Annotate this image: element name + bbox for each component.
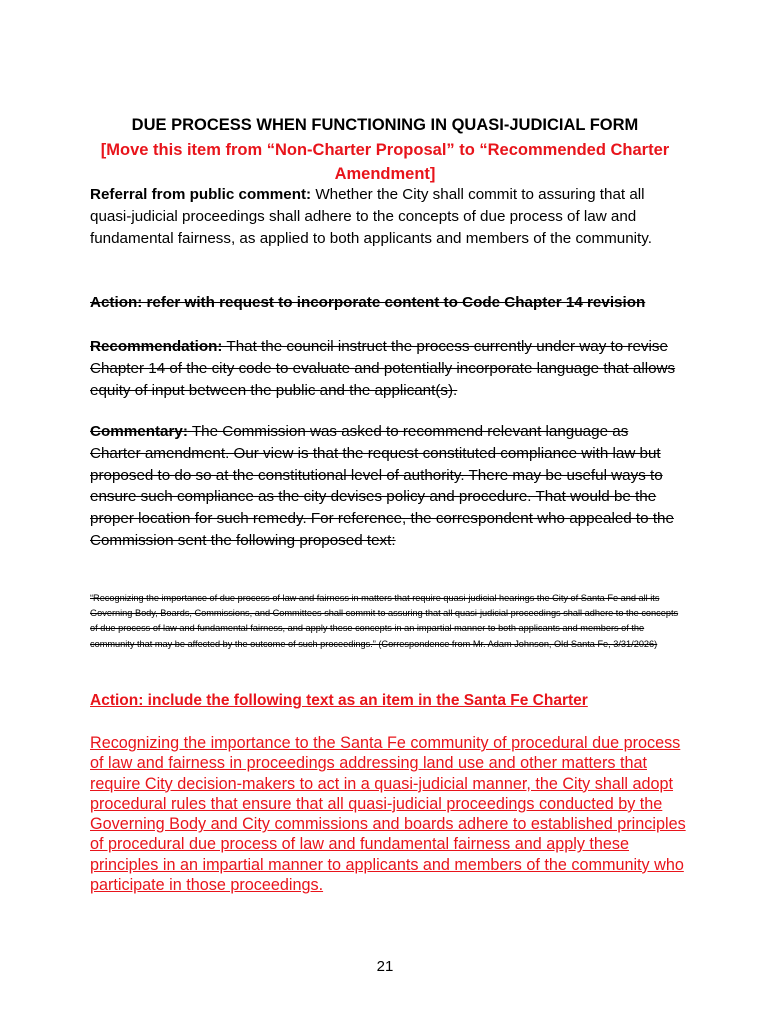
charter-amendment-text: Recognizing the importance to the Santa Fe community of procedural due process of law and fairness in proceedings addressing land use and other matters that require City decision-makers to act in a quasi-judicial manner, the City shall adopt procedural rules that ensure that all quasi-judicial proceedings conducted by the Governing Body and City commissions and boards adhere to established principles of procedural due process of law and fundamental fairness and apply these principles in an impartial manner to applicants and members of the community who participate in those proceedings. <box>90 734 686 895</box>
referral-paragraph <box>90 184 680 249</box>
page-number: 21 <box>376 958 394 975</box>
recommendation-text: That the council instruct the process currently under way to revise Chapter 14 of the city code to evaluate and potentially incorporate language that allows equity of input between the public and the applicant(s). <box>90 338 676 399</box>
recommendation-paragraph <box>90 336 680 401</box>
commentary-label: Commentary: <box>90 423 188 440</box>
referral-text: Whether the City shall commit to assuring that all quasi-judicial proceedings shall adhere to the concepts of due process of law and fundamental fairness, as applied to both applicants and members of the community. <box>90 186 652 247</box>
move-item-note: [Move this item from “Non-Charter Proposal” to “Recommended Charter Amendment] <box>100 141 670 183</box>
referral-label: Referral from public comment: <box>90 186 312 203</box>
commentary-text: The Commission was asked to recommend relevant language as Charter amendment. Our view is that the request constituted compliance with law but proposed to do so at the constitutional level of authority. There may be useful ways to ensure such compliance as the city devises policy and procedure. That would be the proper location for such remedy. For reference, the correspondent who appealed to the Commission sent the following proposed text: <box>90 423 674 549</box>
new-action-line: Action: include the following text as an item in the Santa Fe Charter <box>90 692 588 709</box>
struck-action-line: Action: refer with request to incorporate content to Code Chapter 14 revision <box>90 294 646 311</box>
page-title: DUE PROCESS WHEN FUNCTIONING IN QUASI-JUDICIAL FORM <box>131 116 639 134</box>
quoted-proposal: “Recognizing the importance of due process of law and fairness in matters that require quasi-judicial hearings the City of Santa Fe and all its Governing Body, Boards, Commissions, and Committees shall commit to assuring that all quasi-judicial proceedings shall adhere to the concepts of due process of law and fundamental fairness, and apply these concepts in an impartial manner to both applicants and members of the community that may be affected by the outcome of such proceedings.” (Correspondence from Mr. Adam Johnson, Old Santa Fe, 3/31/2026) <box>90 593 679 649</box>
commentary-paragraph <box>90 421 680 552</box>
recommendation-label: Recommendation: <box>90 338 223 355</box>
